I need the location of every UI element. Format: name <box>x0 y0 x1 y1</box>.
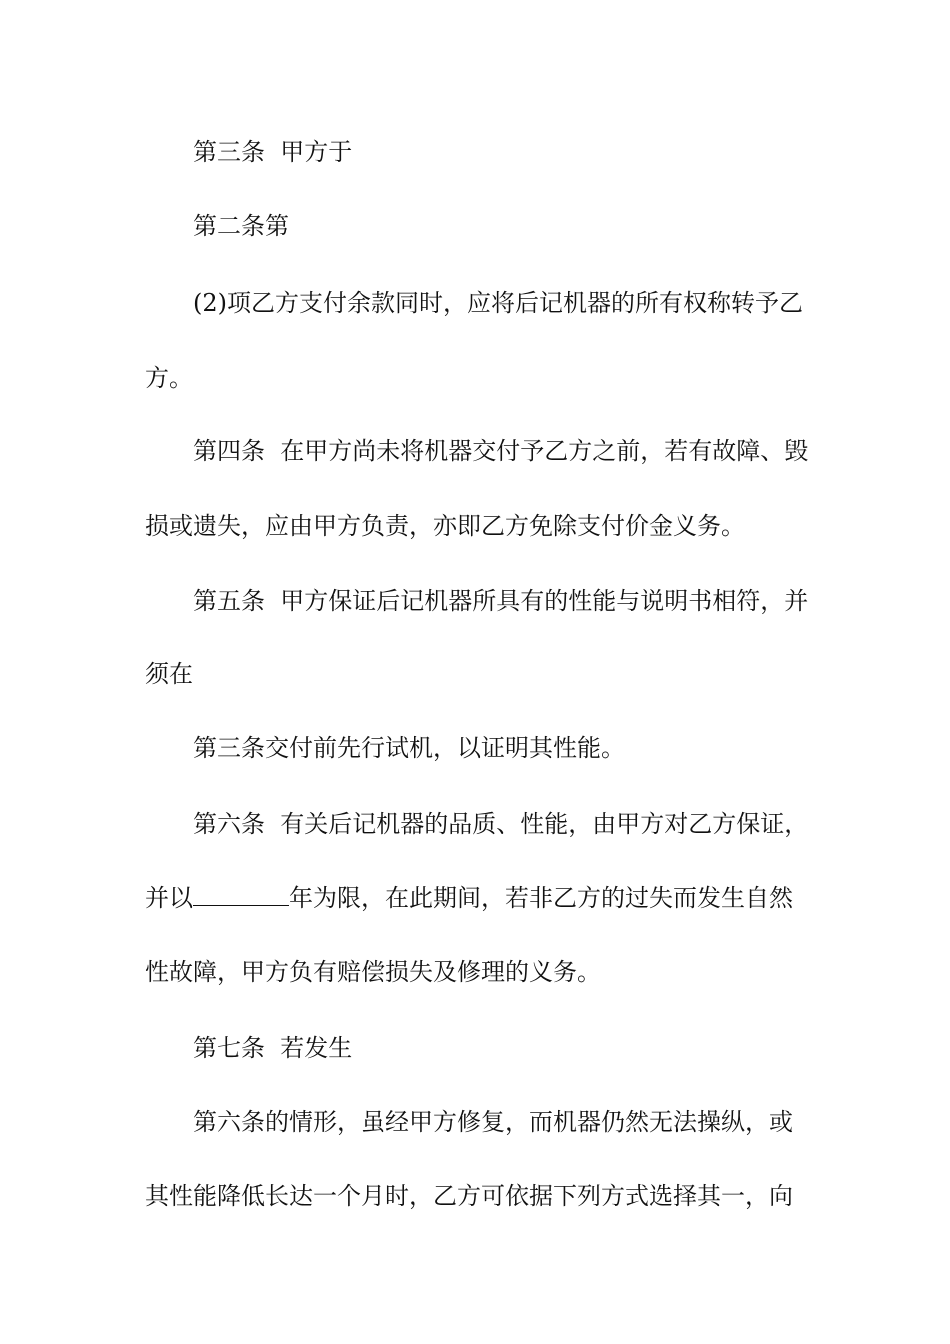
text-segment: 年为限，在此期间，若非乙方的过失而发生自然 <box>289 884 793 912</box>
text-line: 第四条 在甲方尚未将机器交付予乙方之前，若有故障、毁 <box>193 437 809 465</box>
text-line: 第六条 有关后记机器的品质、性能，由甲方对乙方保证， <box>193 810 809 838</box>
text-line: 其性能降低长达一个月时，乙方可依据下列方式选择其一，向 <box>145 1182 793 1210</box>
text-line-with-blank <box>145 882 825 914</box>
text-line: 须在 <box>145 660 193 688</box>
text-line: (2)项乙方支付余款同时，应将后记机器的所有权称转予乙 <box>193 289 803 317</box>
text-line: 性故障，甲方负有赔偿损失及修理的义务。 <box>145 958 601 986</box>
text-line: 损或遗失，应由甲方负责，亦即乙方免除支付价金义务。 <box>145 512 745 540</box>
fill-in-blank <box>193 883 289 906</box>
text-line: 第三条交付前先行试机，以证明其性能。 <box>193 734 625 762</box>
text-line: 第五条 甲方保证后记机器所具有的性能与说明书相符，并 <box>193 587 809 615</box>
text-line: 方。 <box>145 364 193 392</box>
text-line: 第三条 甲方于 <box>193 138 353 166</box>
text-line: 第二条第 <box>193 212 289 240</box>
text-segment: 并以 <box>145 884 193 912</box>
text-line: 第七条 若发生 <box>193 1034 353 1062</box>
text-line: 第六条的情形，虽经甲方修复，而机器仍然无法操纵，或 <box>193 1108 793 1136</box>
